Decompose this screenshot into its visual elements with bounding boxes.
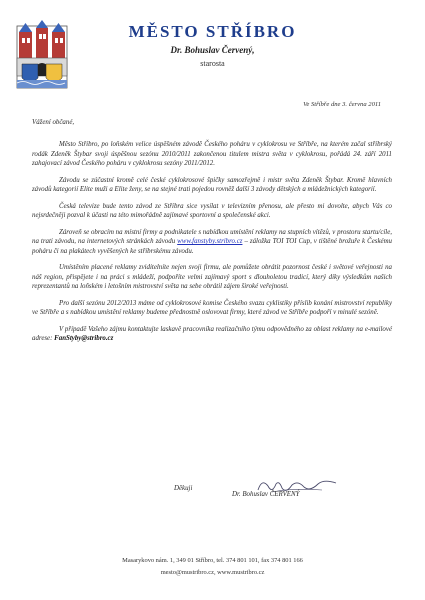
paragraph-3: Česká televize bude tento závod ze Stříbra sice vysílat v televizním přenosu, ale přesto mi dovolte, abych Vás co nejsrdečněji pozval k účasti na této mimořádně zajímavé sportovní a společenské akci. bbox=[32, 202, 392, 220]
paragraph-7-text: V případě Vašeho zájmu kontaktujte laskavě pracovníka realizačního týmu odpovědného za oblast reklamy na e-mailové adrese: bbox=[32, 325, 392, 343]
closing-thanks: Děkuji bbox=[174, 485, 193, 492]
paragraph-2: Závodu se zúčastní kromě celé české cyklokrosové špičky samozřejmě i mistr světa Zdeněk Štybar. Kromě hlavních závodů kategorií Elite muži a Elite ženy, se na stejné trati pojedou rovněž další 3 závody dětských a mládežnických kategorií. bbox=[32, 176, 392, 194]
paragraph-1: Město Stříbro, po loňském velice úspěšném závodě Českého poháru v cyklokrosu ve Stříbře, na kterém začal stříbrský rodák Zdeněk Štybar svoji úspěšnou sezónu 2010/2011 zakončenou titulem mistra světa v cyklokrosu, pořádá 24. září 2011 zahajovací závod Českého poháru v cyklokrosu sezóny 2011/2012. bbox=[32, 141, 392, 168]
letter-body bbox=[32, 118, 392, 351]
salutation: Vážení občané, bbox=[32, 119, 75, 126]
contact-email[interactable]: FanStyby@stribro.cz bbox=[54, 335, 114, 343]
city-title: MĚSTO STŘÍBRO bbox=[128, 22, 297, 41]
paragraph-4-text-a: Zároveň se obracím na místní firmy a podnikatele s nabídkou umístění reklamy na stupních vítězů, v prostoru startu/cíle, na trati závodu, na internetových stránkách závodu bbox=[32, 228, 392, 246]
paragraph-5: Umístěním placené reklamy zviditelníte nejen svoji firmu, ale pomůžete obrátit pozornost české i světové veřejnosti na náš region, přispějete i na práci s mládeží, podpoříte velmi zajímavý sport s dlouholetou tradicí, který díky výsledkům našich reprezentantů na loňském i letošním mistrovství světa na sebe obrátil zájem široké veřejnosti. bbox=[32, 264, 392, 291]
letter-date: Ve Stříbře dne 3. června 2011 bbox=[303, 101, 381, 108]
signer-name: Dr. Bohuslav ČERVENÝ bbox=[232, 491, 300, 498]
letter-footer bbox=[0, 555, 425, 579]
paragraph-4 bbox=[32, 228, 392, 256]
footer-address: Masarykovo nám. 1, 349 01 Stříbro, tel. 374 801 101, fax 374 801 166 bbox=[122, 557, 303, 564]
race-website-link[interactable]: www.fanstyby.stribro.cz bbox=[177, 238, 243, 246]
mayor-role: starosta bbox=[200, 59, 225, 68]
paragraph-6: Pro další sezónu 2012/2013 máme od cyklokrosové komise Českého svazu cyklistiky příslib konání mistrovství republiky ve Stříbře a s nabídkou umístění reklamy budeme přednostně oslovovat firmy, které závod ve Stříbře podpoří v minulé sezóně. bbox=[32, 299, 392, 317]
paragraph-7 bbox=[32, 325, 392, 344]
mayor-name: Dr. Bohuslav Červený, bbox=[170, 45, 255, 55]
footer-contact[interactable]: mesto@mustribro.cz, www.mustribro.cz bbox=[160, 569, 265, 576]
paragraph-4-text-b: – záložka TOI TOI Cup, v tištěné brožuře k Českému poháru či na plakátech vyvěšených ke stříbrskému závodu. bbox=[32, 238, 392, 255]
